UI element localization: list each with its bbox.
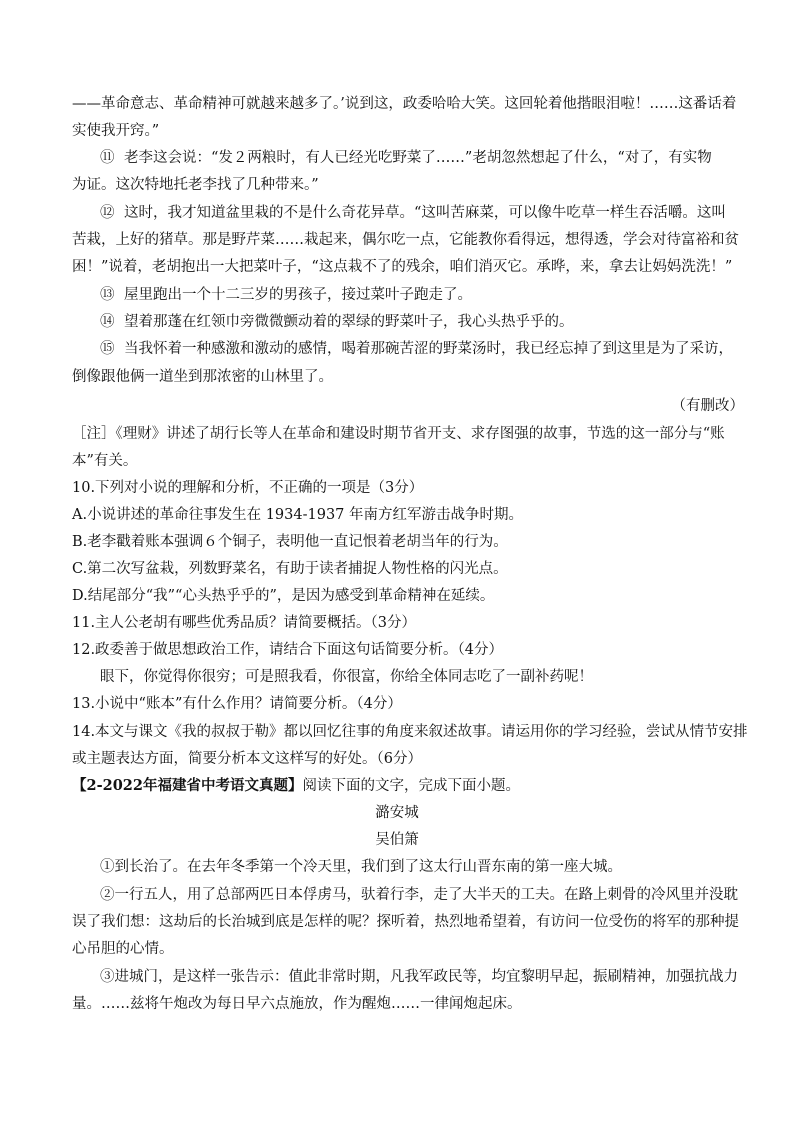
text-line: 老李这会说：“发２两粮时，有人已经光吃野菜了……”老胡忽然想起了什么，“对了，有实物: [124, 150, 712, 166]
paragraph-14: [100, 312, 732, 332]
article-paragraph-2: ②一行五人，用了总部两匹日本俘虏马，驮着行李，走了大半天的工夫。在路上刺骨的冷风里并没耽: [100, 887, 738, 903]
article-paragraph-3: ③进城门，是这样一张告示：值此非常时期，凡我军政民等，均宜黎明早起，振刷精神，加强抗战力: [100, 969, 738, 985]
text-line: 倒像跟他俩一道坐到那浓密的山林里了。: [72, 369, 333, 385]
text-line: 当我怀着一种感激和激动的感情，喝着那碗苦涩的野菜汤时，我已经忘掉了到这里是为了采访，: [124, 341, 733, 357]
section-instruction: 阅读下面的文字，完成下面小题。: [302, 778, 520, 794]
revised-note: （有删改）: [671, 398, 744, 414]
option-a: A.小说讲述的革命往事发生在 1934-1937 年南方红军游击战争时期。: [72, 507, 523, 523]
text-line: 望着那蓬在红领巾旁微微颤动着的翠绿的野菜叶子，我心头热乎乎的。: [124, 314, 574, 330]
text-line: 心吊胆的心情。: [72, 941, 174, 957]
text-line: 为证。这次特地托老李找了几种带来。”: [72, 177, 319, 193]
paragraph-number: ⑪: [100, 150, 115, 166]
option-c: C.第二次写盆栽，列数野菜名，有助于读者捕捉人物性格的闪光点。: [72, 561, 508, 577]
text-line: 屋里跑出一个十二三岁的男孩子，接过菜叶子跑走了。: [124, 287, 472, 303]
question-13: 13.小说中“账本”有什么作用？请简要分析。（4分）: [72, 696, 402, 712]
paragraph-number: ⑬: [100, 287, 115, 303]
paragraph-13: [100, 285, 732, 305]
section-header: [72, 776, 732, 796]
text-line: 困！”说着，老胡抱出一大把菜叶子，“这点栽不了的残余，咱们消灭它。承晔，来，拿去让妈妈洗洗！”: [72, 259, 733, 275]
paragraph-number: ⑮: [100, 341, 115, 357]
paragraph-12: [100, 203, 732, 223]
question-14: 或主题表达方面，简要分析本文这样写的好处。（6分）: [72, 751, 422, 767]
paragraph-number: ⑫: [100, 205, 115, 221]
question-12: 12.政委善于做思想政治工作，请结合下面这句话简要分析。（4分）: [72, 642, 504, 658]
text-line: 苦栽，上好的猪草。那是野芹菜……栽起来，偶尔吃一点，它能教你看得远，想得透，学会对待富裕和贫: [72, 232, 739, 248]
annotation: ［注］《理财》讲述了胡行长等人在革命和建设时期节省开支、求存图强的故事，节选的这一部分与“账: [72, 426, 725, 442]
question-10: 10.下列对小说的理解和分析，不正确的一项是（3分）: [72, 480, 424, 496]
section-source: 【2-2022年福建省中考语文真题】: [72, 777, 303, 794]
text-line: 实使我开窍。”: [72, 123, 160, 139]
text-line: 误了我们想：这劫后的长治城到底是怎样的呢？探听着，热烈地希望着，有访问一位受伤的将军的那种提: [72, 914, 739, 930]
question-12-quote: 眼下，你觉得你很穷；可是照我看，你很富，你给全体同志吃了一副补药呢！: [100, 669, 593, 685]
question-11: 11.主人公老胡有哪些优秀品质？请简要概括。（3分）: [72, 615, 417, 631]
paragraph-number: ⑭: [100, 314, 115, 330]
text-line: 量。……兹将午炮改为每日早六点施放，作为醒炮……一律闻炮起床。: [72, 996, 522, 1012]
option-d: D.结尾部分“我”“心头热乎乎的”，是因为感受到革命精神在延续。: [72, 588, 495, 604]
annotation: 本”有关。: [72, 453, 138, 469]
question-14: 14.本文与课文《我的叔叔于勒》都以回忆往事的角度来叙述故事。请运用你的学习经验，尝试从情节安排: [72, 724, 748, 740]
option-b: B.老李戳着账本强调６个铜子，表明他一直记恨着老胡当年的行为。: [72, 534, 508, 550]
article-title: 潞安城: [375, 805, 419, 821]
article-author: 吴伯箫: [375, 832, 419, 848]
article-paragraph-1: ①到长治了。在去年冬季第一个冷天里，我们到了这太行山晋东南的第一座大城。: [100, 859, 622, 875]
text-line: 这时，我才知道盆里栽的不是什么奇花异草。“这叫苦麻菜，可以像牛吃草一样生吞活嚼。这叫: [124, 205, 726, 221]
text-line: ——革命意志、革命精神可就越来越多了。’说到这，政委哈哈大笑。这回轮着他揩眼泪啦！……这番话着: [72, 96, 737, 112]
paragraph-15: [100, 339, 732, 359]
paragraph-11: [100, 148, 732, 168]
